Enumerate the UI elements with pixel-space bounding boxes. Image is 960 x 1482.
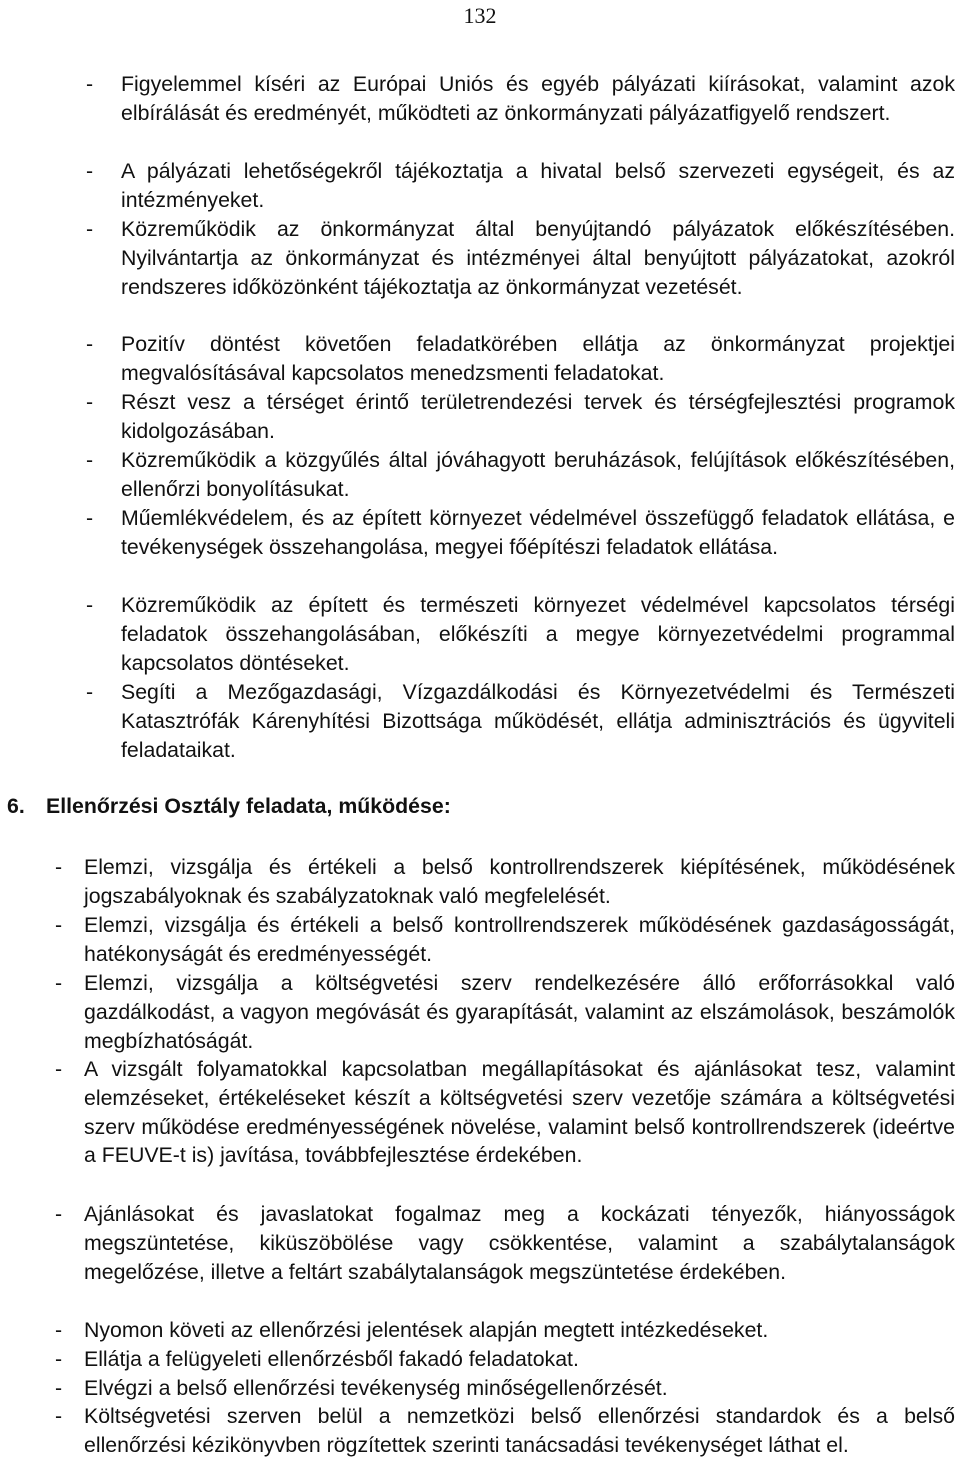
list-item-text: Elemzi, vizsgálja és értékeli a belső kontrollrendszerek működésének gazdaságosságát, hatékonyságát és eredményességét. — [84, 913, 955, 966]
list-dash: - — [86, 506, 94, 530]
list-item-text: Részt vesz a térséget érintő területrendezési tervek és térségfejlesztési programok kidolgozásában. — [121, 390, 955, 443]
list-item-text: Segíti a Mezőgazdasági, Vízgazdálkodási és Környezetvédelmi és Természeti Katasztrófák Kárenyhítési Bizottsága működését, ellátja adminisztrációs és ügyviteli feladataikat. — [121, 680, 955, 762]
list-dash: - — [86, 217, 94, 241]
list-item-text: Elemzi, vizsgálja a költségvetési szerv rendelkezésére álló erőforrásokkal való gazdálkodást, a vagyon megóvását és gyarapítását, valamint az elszámolások, beszámolók megbízhatóságát. — [84, 971, 955, 1053]
list-item-text: Közreműködik az önkormányzat által benyújtandó pályázatok előkészítésében. Nyilvántartja az önkormányzat és intézményei által benyújtott pályázatokat, azokról rendszeres időközönként tájékoztatja az önkormányzat vezetését. — [121, 217, 955, 299]
list-dash: - — [55, 1404, 63, 1428]
section-title: Ellenőrzési Osztály feladata, működése: — [46, 794, 451, 818]
list-item-text: Elvégzi a belső ellenőrzési tevékenység minőségellenőrzését. — [84, 1376, 668, 1400]
list-item — [86, 678, 955, 764]
list-item — [86, 504, 955, 562]
list-dash: - — [55, 855, 63, 879]
list-item-text: Pozitív döntést követően feladatkörében ellátja az önkormányzat projektjei megvalósításával kapcsolatos menedzsmenti feladatokat. — [121, 332, 955, 385]
section-number: 6. — [7, 794, 25, 818]
list-item-text: Közreműködik az épített és természeti környezet védelmével kapcsolatos térségi feladatok összehangolásában, előkészíti a megye környezetvédelmi programmal kapcsolatos döntéseket. — [121, 593, 955, 675]
list-item — [55, 1402, 955, 1460]
list-item-text: A pályázati lehetőségekről tájékoztatja a hivatal belső szervezeti egységeit, és az intézményeket. — [121, 159, 955, 212]
list-item — [86, 330, 955, 388]
list-item-text: Figyelemmel kíséri az Európai Uniós és egyéb pályázati kiírásokat, valamint azok elbírálását és eredményét, működteti az önkormányzati pályázatfigyelő rendszert. — [121, 72, 955, 125]
list-item — [86, 157, 955, 215]
list-dash: - — [86, 332, 94, 356]
list-item-text: Költségvetési szerven belül a nemzetközi belső ellenőrzési standardok és a belső ellenőrzési kézikönyvben rögzítettek szerinti tanácsadási tevékenységet láthat el. — [84, 1404, 955, 1457]
page-number: 132 — [463, 3, 497, 28]
list-dash: - — [86, 593, 94, 617]
list-item — [55, 1374, 955, 1403]
list-item — [55, 969, 955, 1055]
list-item — [55, 1055, 955, 1170]
list-item — [55, 1200, 955, 1286]
list-item-text: Műemlékvédelem, és az épített környezet védelmével összefüggő feladatok ellátása, e tevékenységek összehangolása, megyei főépítészi feladatok ellátása. — [121, 506, 955, 559]
list-item — [55, 1345, 955, 1374]
list-dash: - — [55, 971, 63, 995]
list-dash: - — [86, 72, 94, 96]
list-dash: - — [55, 913, 63, 937]
list-dash: - — [86, 390, 94, 414]
list-dash: - — [55, 1318, 63, 1342]
list-item-text: Elemzi, vizsgálja és értékeli a belső kontrollrendszerek kiépítésének, működésének jogszabályoknak és szabályzatoknak való megfelelését. — [84, 855, 955, 908]
list-item-text: A vizsgált folyamatokkal kapcsolatban megállapításokat és ajánlásokat tesz, valamint elemzéseket, értékeléseket készít a költségvetési szerv vezetője számára a költségvetési szerv működése eredményességének növelése, valamint belső kontrollrendszerek (ideértve a FEUVE-t is) javítása, továbbfejlesztése érdekében. — [84, 1057, 955, 1168]
list-item-text: Ellátja a felügyeleti ellenőrzésből fakadó feladatokat. — [84, 1347, 579, 1371]
list-item — [86, 591, 955, 677]
list-dash: - — [55, 1376, 63, 1400]
list-item-text: Közreműködik a közgyűlés által jóváhagyott beruházások, felújítások előkészítésében, ellenőrzi bonyolításukat. — [121, 448, 955, 501]
list-dash: - — [86, 159, 94, 183]
list-item-text: Nyomon követi az ellenőrzési jelentések alapján megtett intézkedéseket. — [84, 1318, 769, 1342]
list-dash: - — [55, 1347, 63, 1371]
list-dash: - — [55, 1202, 63, 1226]
list-dash: - — [55, 1057, 63, 1081]
list-item — [55, 853, 955, 911]
list-item — [86, 446, 955, 504]
list-item — [86, 215, 955, 301]
list-dash: - — [86, 448, 94, 472]
list-item — [55, 1316, 955, 1345]
list-item — [55, 911, 955, 969]
list-dash: - — [86, 680, 94, 704]
list-item — [86, 388, 955, 446]
list-item — [86, 70, 955, 128]
list-item-text: Ajánlásokat és javaslatokat fogalmaz meg a kockázati tényezők, hiányosságok megszüntetése, kiküszöbölése vagy csökkentése, valamint a szabálytalanságok megelőzése, illetve a feltárt szabálytalanságok megszüntetése érdekében. — [84, 1202, 955, 1284]
